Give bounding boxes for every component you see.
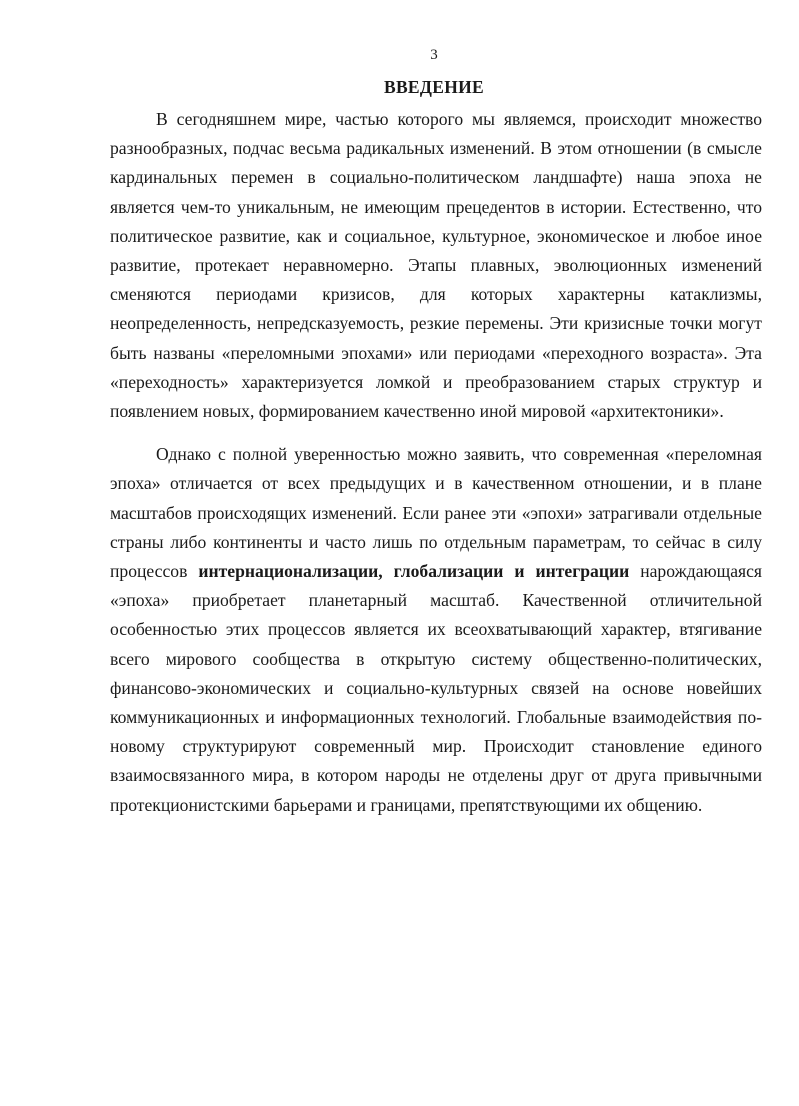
- paragraph-text: В сегодняшнем мире, частью которого мы являемся, происходит множество разнообразных, подчас весьма радикальных изменений. В этом отношении (в смысле кардинальных перемен в социально-политическом ландшафте) наша эпоха не является чем-то уникальным, не имеющим прецедентов в истории. Естественно, что политическое развитие, как и социальное, культурное, экономическое и любое иное развитие, протекает неравномерно. Этапы плавных, эволюционных изменений сменяются периодами кризисов, для которых характерны катаклизмы, неопределенность, непредсказуемость, резкие перемены. Эти кризисные точки могут быть названы «переломными эпохами» или периодами «переходного возраста». Эта «переходность» характеризуется ломкой и преобразованием старых структур и появлением новых, формированием качественно иной мировой «архитектоники».: [110, 109, 762, 422]
- body-text: [110, 105, 762, 820]
- paragraph-text: нарождающаяся «эпоха» приобретает планетарный масштаб. Качественной отличительной особенностью этих процессов является их всеохватывающий характер, втягивание всего мирового сообщества в открытую систему общественно-политических, финансово-экономических и социально-культурных связей на основе новейших коммуникационных и информационных технологий. Глобальные взаимодействия по-новому структурируют современный мир. Происходит становление единого взаимосвязанного мира, в котором народы не отделены друг от друга привычными протекционистскими барьерами и границами, препятствующими их общению.: [110, 561, 762, 815]
- paragraph-intro: [110, 105, 762, 426]
- paragraph-globalization: [110, 440, 762, 820]
- paragraph-text: Однако с полной уверенностью можно заявить, что современная «переломная эпоха» отличается от всех предыдущих и в качественном отношении, и в плане масштабов происходящих изменений. Если ранее эти «эпохи» затрагивали отдельные страны либо континенты и часто лишь по отдельным параметрам, то сейчас в силу процессов: [110, 444, 762, 582]
- page-number: 3: [430, 47, 438, 63]
- emphasis-text: интернационализации, глобализации и интеграции: [198, 561, 630, 582]
- page-title: ВВЕДЕНИЕ: [383, 77, 485, 97]
